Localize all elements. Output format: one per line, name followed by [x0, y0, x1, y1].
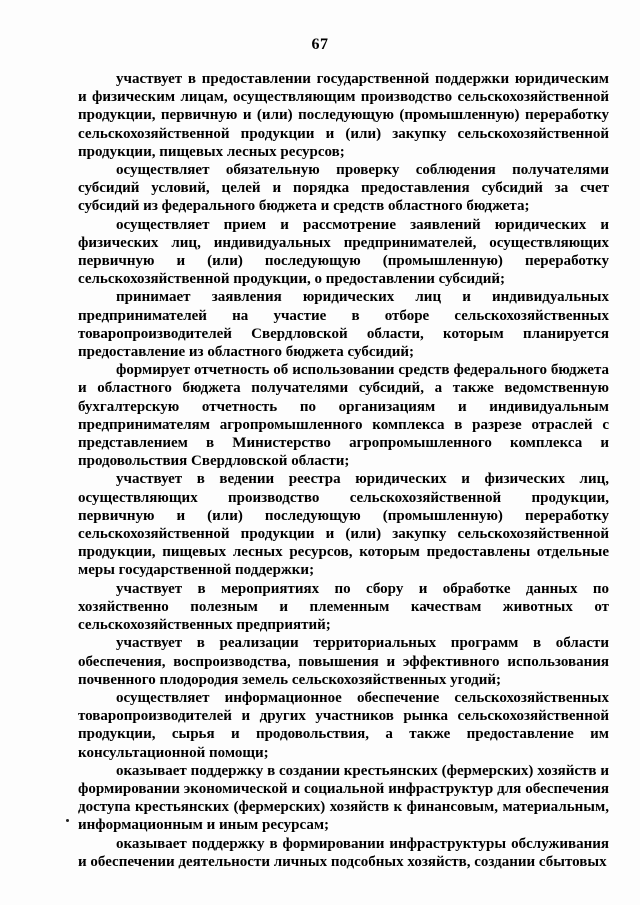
paragraph-registry: участвует в ведении реестра юридических и физических лиц, осуществляющих производство сельскохозяйственной продукции, первичную и (или) последующую (промышленную) переработку сельскохозяйственной продукции и (или) закупку сельскохозяйственной продукции, пищевых лесных ресурсов, которым предоставлены отдельные меры государственной поддержки;	[78, 471, 609, 579]
page-number: 67	[311, 36, 329, 53]
paragraph-farm-support: оказывает поддержку в создании крестьянских (фермерских) хозяйств и формировании экономической и социальной инфраструктур для обеспечения доступа крестьянских (фермерских) хозяйств к финансовым, материальным, информационным и иным ресурсам;	[78, 762, 609, 834]
paragraph-household-support: оказывает поддержку в формировании инфраструктуры обслуживания и обеспечении деятельности личных подсобных хозяйств, создании сбытовых	[78, 835, 609, 870]
document-body	[78, 70, 609, 871]
scan-speck	[66, 819, 69, 822]
paragraph-livestock-data: участвует в мероприятиях по сбору и обработке данных по хозяйственно полезным и племенным качествам животных от сельскохозяйственных предприятий;	[78, 580, 609, 634]
paragraph-information-support: осуществляет информационное обеспечение сельскохозяйственных товаропроизводителей и других участников рынка сельскохозяйственной продукции, сырья и продовольствия, а также предоставление им консультационной помощи;	[78, 689, 609, 761]
paragraph-subsidy-check: осуществляет обязательную проверку соблюдения получателями субсидий условий, целей и порядка предоставления субсидий за счет субсидий из федерального бюджета и средств областного бюджета;	[78, 162, 609, 215]
paragraph-state-support: участвует в предоставлении государственной поддержки юридическим и физическим лицам, осуществляющим производство сельскохозяйственной продукции, первичную и (или) последующую (промышленную) переработку сельскохозяйственной продукции и (или) закупку сельскохозяйственной продукции, пищевых лесных ресурсов;	[78, 71, 609, 160]
paragraph-soil-programs: участвует в реализации территориальных программ в области обеспечения, воспроизводства, повышения и эффективного использования почвенного плодородия земель сельскохозяйственных угодий;	[78, 635, 609, 688]
paragraph-selection-applications: принимает заявления юридических лиц и индивидуальных предпринимателей на участие в отборе сельскохозяйственных товаропроизводителей Свердловской области, которым планируется предоставление из областного бюджета субсидий;	[78, 289, 609, 361]
paragraph-applications-processing: осуществляет прием и рассмотрение заявлений юридических и физических лиц, индивидуальных предпринимателей, осуществляющих первичную и (или) последующую (промышленную) переработку сельскохозяйственной продукции, о предоставлении субсидий;	[78, 216, 609, 288]
paragraph-reporting: формирует отчетность об использовании средств федерального бюджета и областного бюджета получателями субсидий, а также ведомственную бухгалтерскую отчетность по организациям и индивидуальным предпринимателям агропромышленного комплекса в разрезе отраслей с представлением в Министерство агропромышленного комплекса и продовольствия Свердловской области;	[78, 362, 609, 470]
